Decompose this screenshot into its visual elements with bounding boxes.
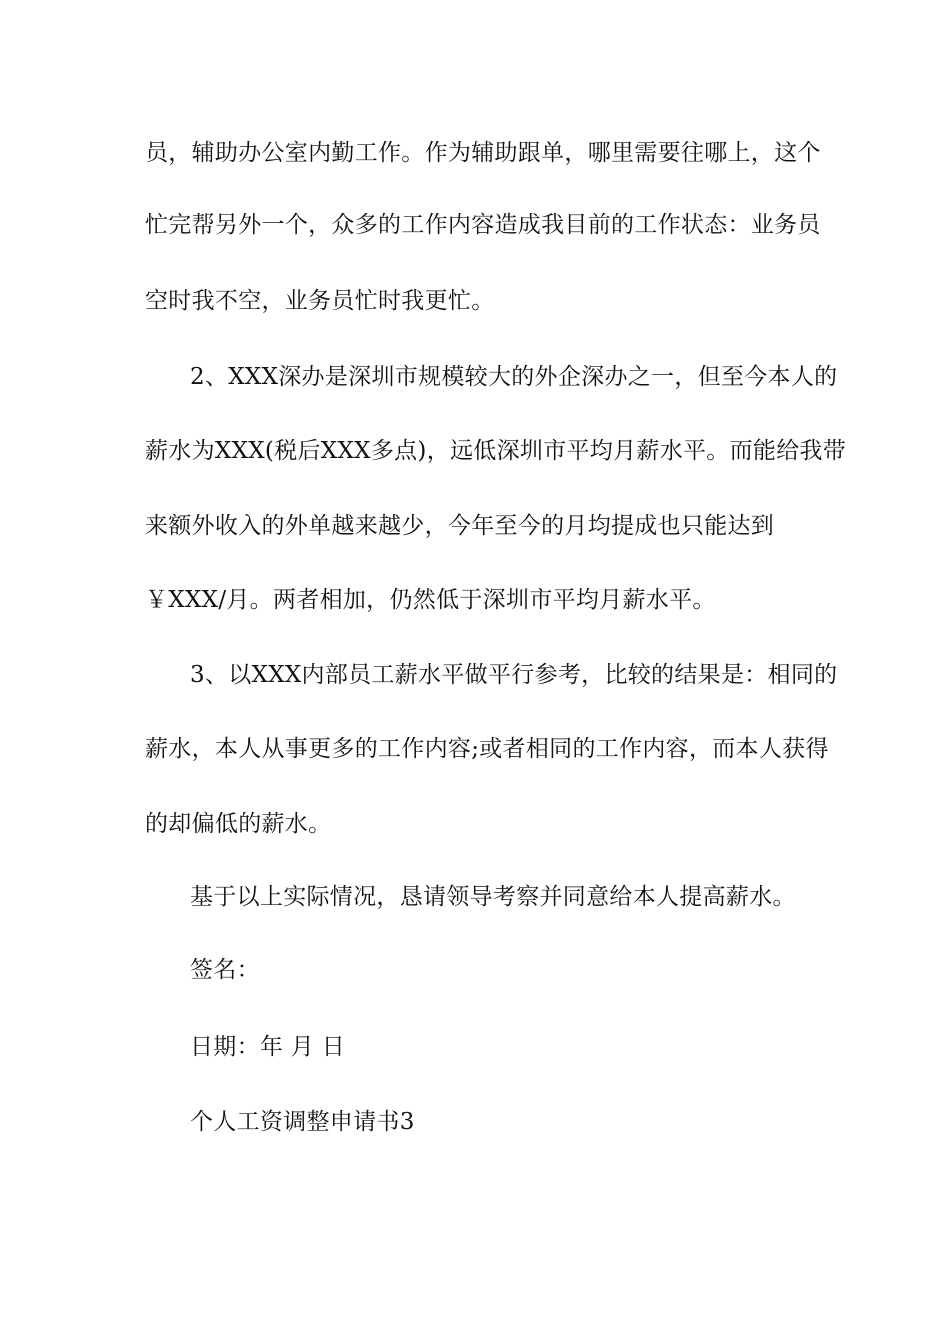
section-title: 个人工资调整申请书3 <box>190 1109 415 1135</box>
paragraph-start-line: 3、以XXX内部员工薪水平做平行参考，比较的结果是：相同的 <box>190 662 838 688</box>
text-line: 员，辅助办公室内勤工作。作为辅助跟单，哪里需要往哪上，这个 <box>145 140 821 166</box>
paragraph-start-line: 2、XXX深办是深圳市规模较大的外企深办之一，但至今本人的 <box>190 364 838 390</box>
text-line: ￥XXX/月。两者相加，仍然低于深圳市平均月薪水平。 <box>145 587 716 613</box>
text-line: 忙完帮另外一个，众多的工作内容造成我目前的工作状态：业务员 <box>145 212 821 238</box>
closing-request-line: 基于以上实际情况，恳请领导考察并同意给本人提高薪水。 <box>190 884 796 910</box>
text-line: 空时我不空，业务员忙时我更忙。 <box>145 288 495 314</box>
text-line: 薪水，本人从事更多的工作内容;或者相同的工作内容，而本人获得 <box>145 736 829 762</box>
signature-label: 签名： <box>190 957 260 983</box>
text-line: 来额外收入的外单越来越少，今年至今的月均提成也只能达到 <box>145 513 775 539</box>
date-label: 日期：年 月 日 <box>190 1034 346 1060</box>
text-line: 的却偏低的薪水。 <box>145 811 332 837</box>
text-line: 薪水为XXX(税后XXX多点)，远低深圳市平均月薪水平。而能给我带 <box>145 438 847 464</box>
